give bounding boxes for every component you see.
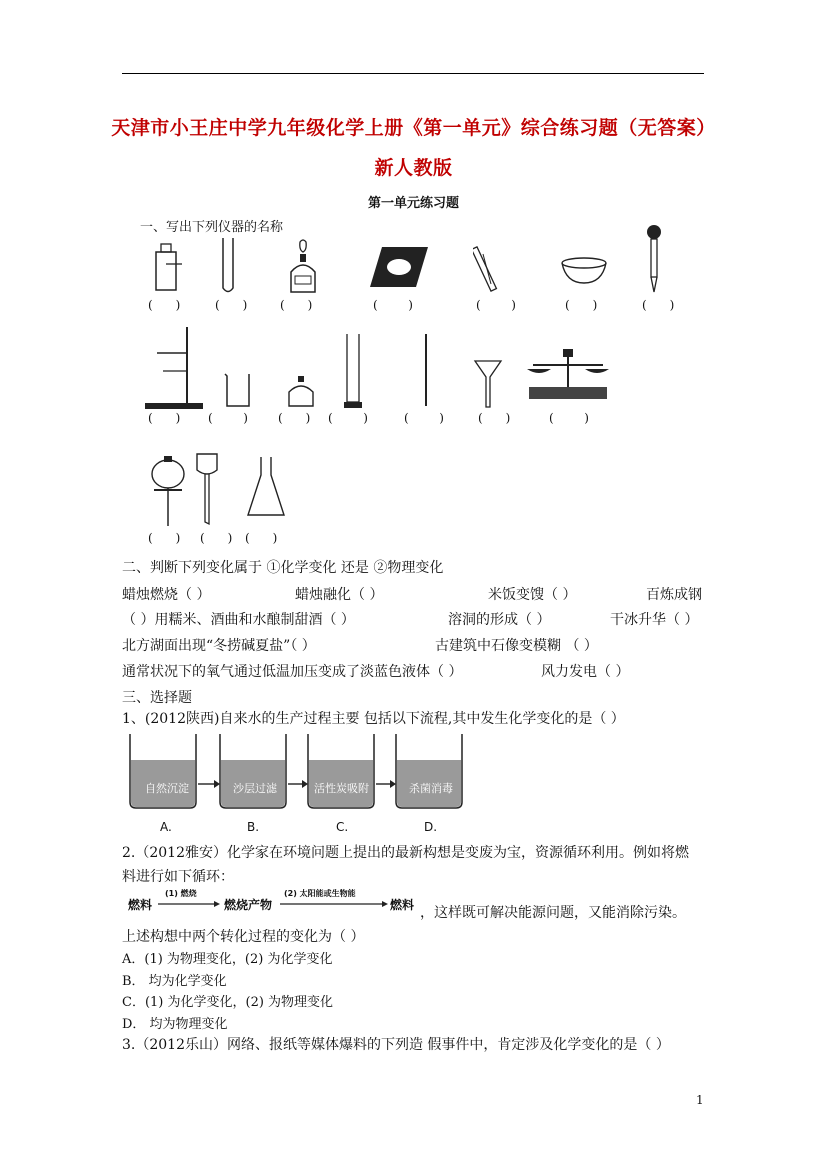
question-2-line2: 料进行如下循环：: [122, 869, 234, 885]
option-label-a: A.: [160, 820, 172, 834]
cycle-fuel-out: 燃料: [390, 898, 415, 912]
option-label-d: D.: [424, 820, 438, 834]
tank-c: [308, 734, 374, 808]
doc-title-line2: 新人教版: [374, 157, 453, 179]
answer-blank[interactable]: ( ): [373, 298, 413, 312]
answer-blank[interactable]: ( ): [565, 298, 598, 312]
answer-blank[interactable]: ( ): [208, 411, 248, 425]
cycle-product: 燃烧产物: [224, 898, 273, 912]
option-label-c: C.: [336, 820, 349, 834]
change-item: （ ）用糯米、酒曲和水酿制甜酒（ ）: [122, 612, 355, 628]
change-item: 蜡烛燃烧（ ）: [122, 587, 211, 603]
option-label-b: B.: [247, 820, 260, 834]
answer-blank[interactable]: ( ): [642, 298, 675, 312]
answer-blank[interactable]: ( ): [148, 411, 181, 425]
header-rule: [122, 73, 704, 74]
tank-d: [396, 734, 462, 808]
cycle-fuel: 燃料: [128, 898, 153, 912]
doc-title-line1: 天津市小王庄中学九年级化学上册《第一单元》综合练习题（无答案）: [111, 117, 716, 139]
gas-bottle-icon: [148, 236, 188, 292]
evaporating-dish-icon: [560, 255, 608, 285]
test-tube-icon: [218, 236, 238, 296]
change-item: 通常状况下的氧气通过低温加压变成了淡蓝色液体（ ）: [122, 664, 463, 680]
section3-heading: 三、选择题: [122, 690, 192, 706]
long-neck-funnel-icon: [194, 452, 220, 526]
question-2-line1: 2.（2012雅安）化学家在环境问题上提出的最新构想是变废为宝，资源循环利用。例如将燃: [122, 845, 689, 861]
answer-blank[interactable]: ( ): [328, 411, 368, 425]
separatory-funnel-icon: [148, 452, 188, 528]
arrow-icon: [158, 900, 220, 908]
question-2-prompt: 上述构想中两个转化过程的变化为（ ）: [122, 929, 365, 945]
balance-scale-icon: [523, 347, 613, 401]
question-1: 1、(2012陕西)自来水的生产过程主要 包括以下流程,其中发生化学变化的是（ ）: [122, 711, 625, 727]
page-number: 1: [696, 1093, 704, 1107]
answer-blank[interactable]: ( ): [478, 411, 511, 425]
answer-blank[interactable]: ( ): [278, 411, 311, 425]
answer-blank[interactable]: ( ): [280, 298, 313, 312]
change-item: 干冰升华（ ）: [610, 612, 699, 628]
section1-heading: 一、写出下列仪器的名称: [140, 220, 284, 235]
beaker-icon: [223, 372, 253, 408]
graduated-cylinder-icon: [343, 332, 363, 410]
step-label: 自然沉淀: [145, 782, 189, 795]
answer-blank[interactable]: ( ): [245, 531, 278, 545]
option-b[interactable]: B． 均为化学变化: [122, 974, 227, 989]
asbestos-gauze-icon: [368, 245, 430, 289]
answer-blank[interactable]: ( ): [200, 531, 233, 545]
glass-rod-icon: [423, 334, 429, 406]
change-item: 古建筑中石像变模糊 （ ）: [435, 638, 598, 654]
tank-a: [130, 734, 196, 808]
question-3: 3.（2012乐山）网络、报纸等媒体爆料的下列造 假事件中，肯定涉及化学变化的是（ ）: [122, 1037, 670, 1053]
cycle-step2: (2) 太阳能或生物能: [284, 889, 356, 898]
answer-blank[interactable]: ( ): [215, 298, 248, 312]
dropper-icon: [644, 224, 664, 294]
answer-blank[interactable]: ( ): [476, 298, 516, 312]
option-d[interactable]: D． 均为物理变化: [122, 1017, 228, 1032]
alcohol-lamp-icon: [283, 238, 323, 294]
tank-b: [220, 734, 286, 808]
answer-blank[interactable]: ( ): [549, 411, 589, 425]
iron-stand-icon: [143, 325, 205, 411]
option-a[interactable]: A．(1) 为物理变化，(2) 为化学变化: [122, 952, 333, 967]
cycle-step1: (1) 燃烧: [165, 889, 197, 898]
answer-blank[interactable]: ( ): [148, 298, 181, 312]
conical-flask-icon: [246, 455, 286, 517]
section2-heading: 二、判断下列变化属于 ①化学变化 还是 ②物理变化: [122, 560, 444, 576]
change-item: 风力发电（ ）: [541, 664, 630, 680]
funnel-icon: [473, 359, 503, 409]
step-label: 杀菌消毒: [409, 782, 453, 795]
water-process-diagram: [128, 730, 468, 810]
step-label: 沙层过滤: [233, 782, 277, 795]
option-c[interactable]: C．(1) 为化学变化，(2) 为物理变化: [122, 995, 334, 1010]
step-label: 活性炭吸附: [314, 782, 369, 795]
change-item: 米饭变馊（ ）: [488, 587, 577, 603]
question-2-tail: ，这样既可解决能源问题，又能消除污染。: [420, 905, 686, 921]
alcohol-lamp-small-icon: [283, 374, 319, 408]
thermometer-icon: [473, 244, 503, 294]
doc-subtitle: 第一单元练习题: [367, 196, 459, 211]
change-item: 北方湖面出现“冬捞碱夏盐”（ ）: [122, 638, 316, 654]
change-item: 百炼成钢: [646, 587, 702, 603]
answer-blank[interactable]: ( ): [404, 411, 444, 425]
answer-blank[interactable]: ( ): [148, 531, 181, 545]
arrow-icon: [280, 900, 388, 908]
change-item: 溶洞的形成（ ）: [448, 612, 551, 628]
change-item: 蜡烛融化（ ）: [295, 587, 384, 603]
